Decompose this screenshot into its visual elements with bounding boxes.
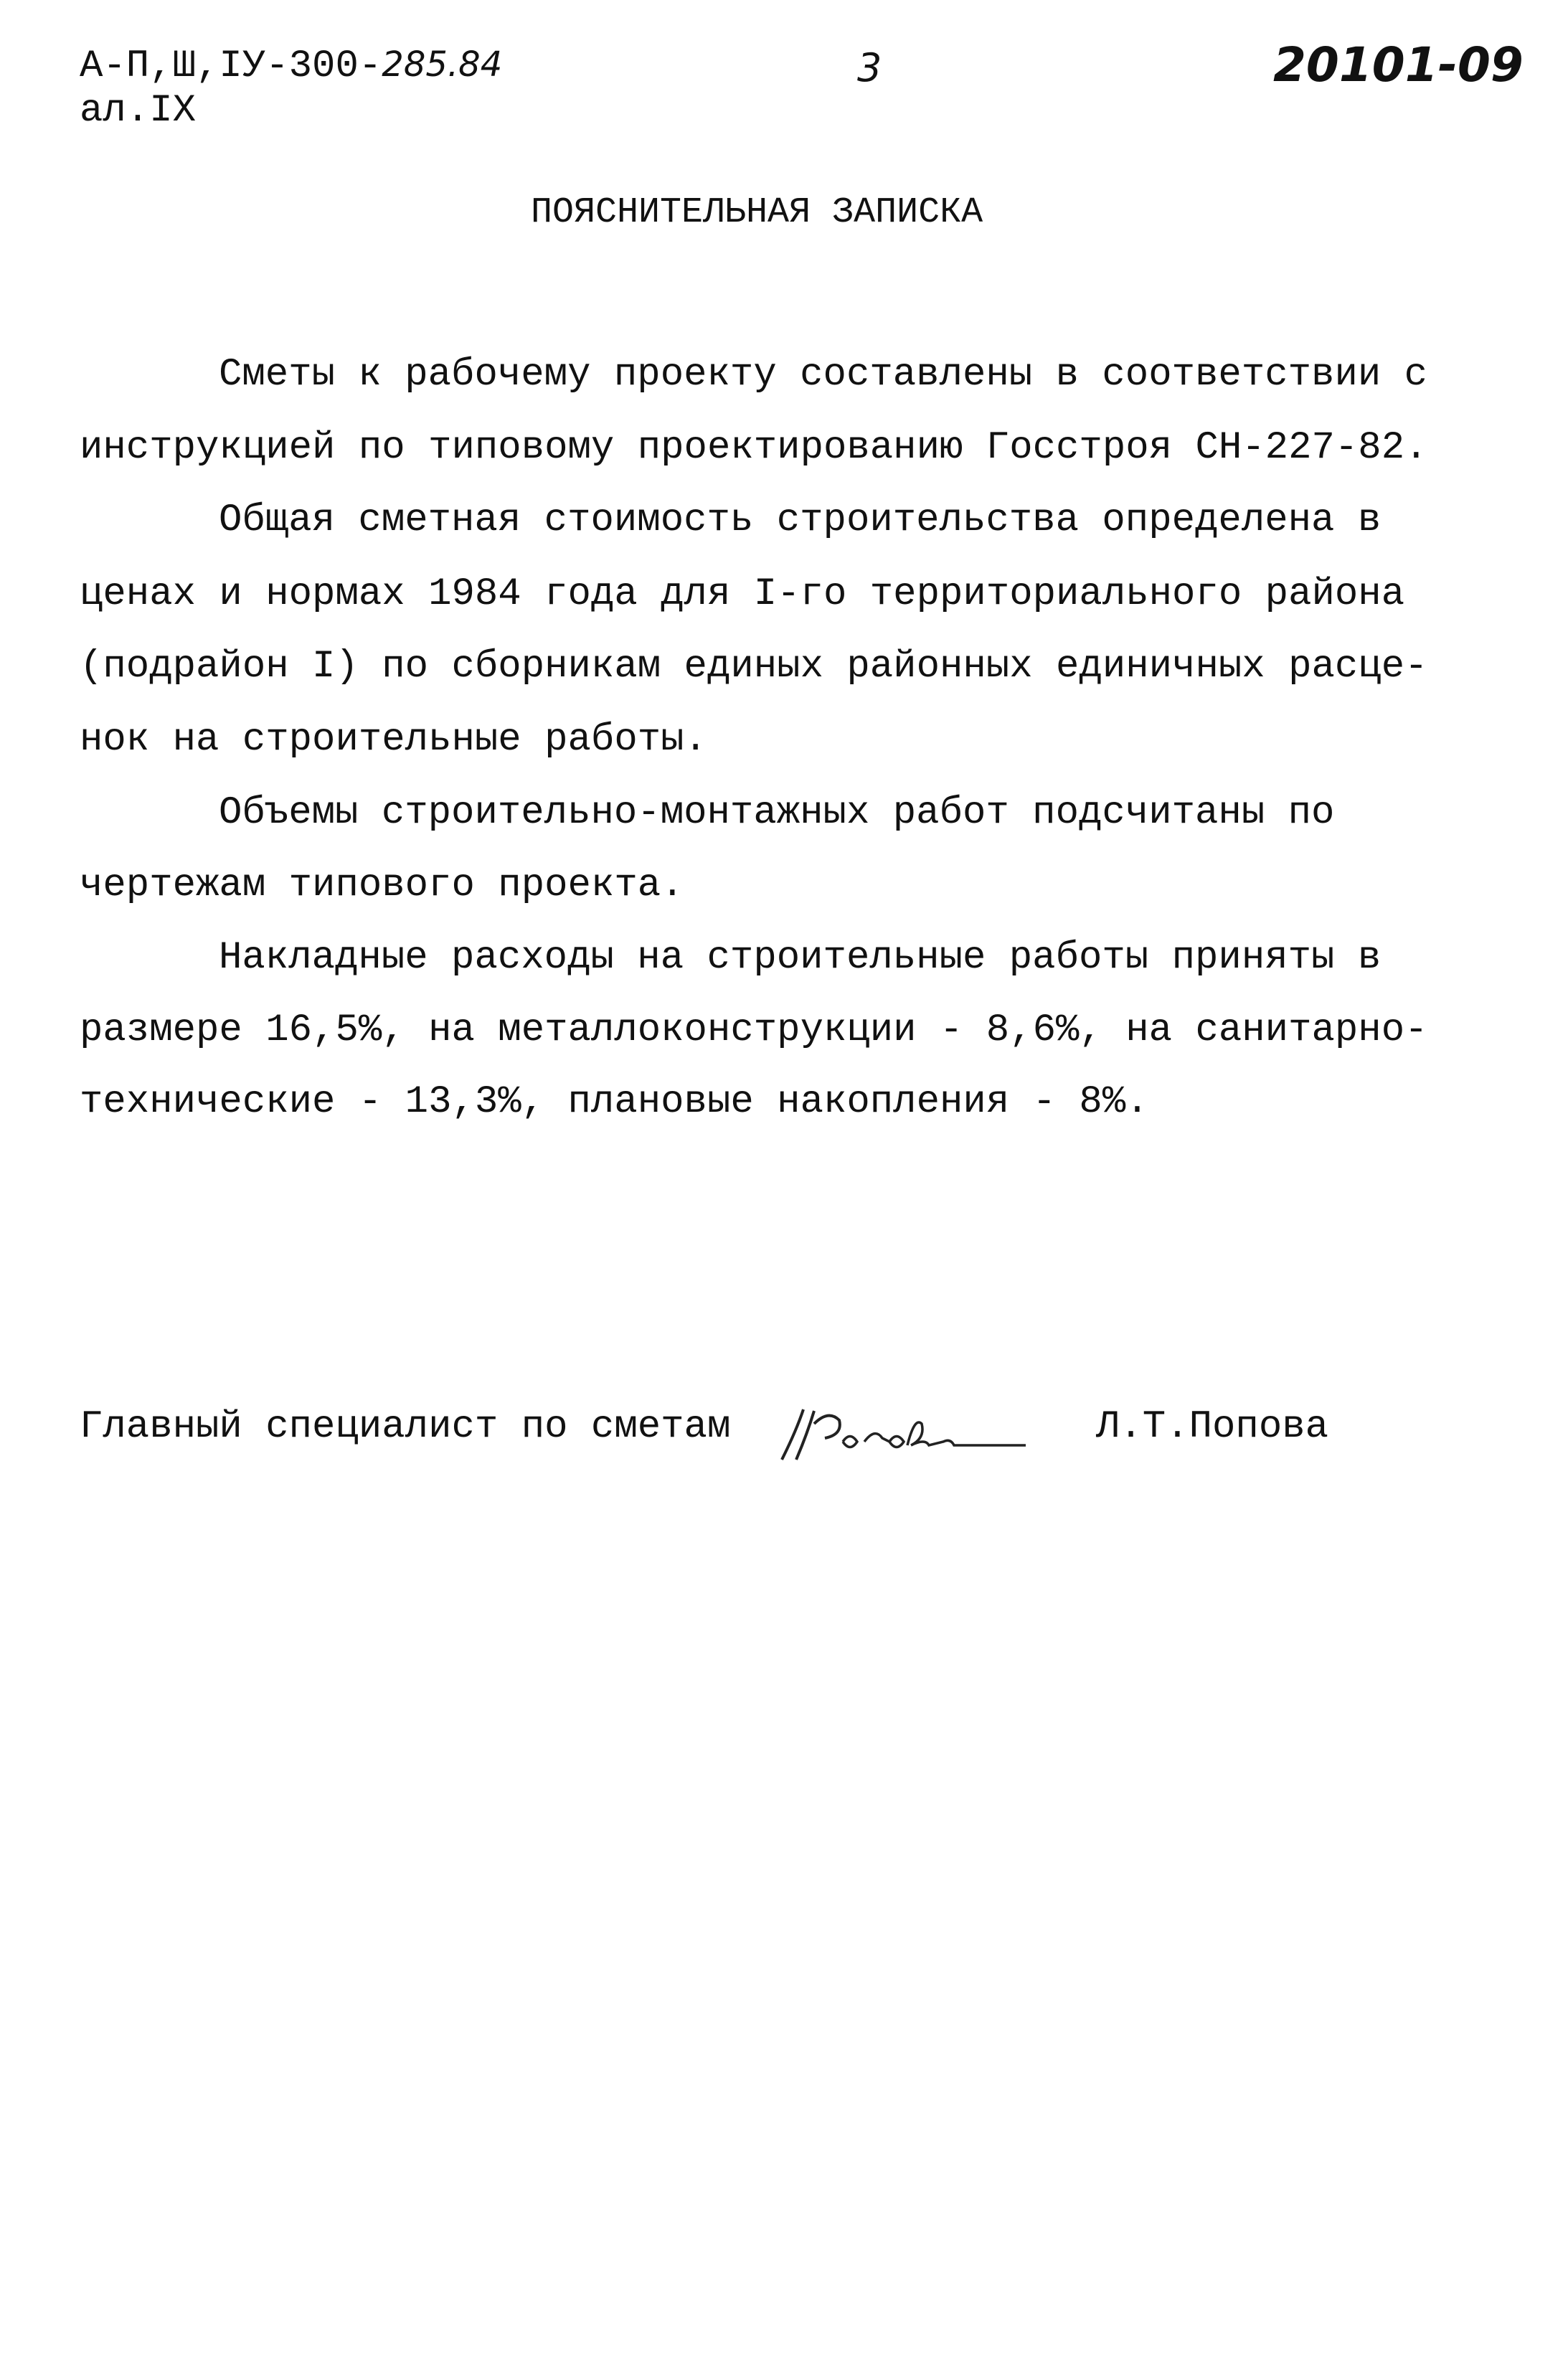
body-line: Сметы к рабочему проекту составлены в соответствии с (219, 353, 1428, 397)
body-line: технические - 13,3%, плановые накопления - 8%. (80, 1080, 1149, 1124)
signature-role: Главный специалист по сметам (80, 1405, 731, 1449)
body-line: инструкцией по типовому проектированию Госстроя СН-227-82. (80, 426, 1428, 470)
page-number: 3 (857, 45, 882, 90)
body-line: Накладные расходы на строительные работы приняты в (219, 936, 1382, 980)
header-code-handwritten: 285.84 (382, 44, 503, 85)
header-album: ал.IX (80, 89, 197, 133)
body-line: Общая сметная стоимость строительства определена в (219, 499, 1382, 542)
signatory-name: Л.Т.Попова (1096, 1405, 1329, 1449)
body-line: нок на строительные работы. (80, 718, 707, 762)
header-code (80, 44, 503, 88)
body-line: (подрайон I) по сборникам единых районных единичных расце- (80, 645, 1428, 689)
page-title: ПОЯСНИТЕЛЬНАЯ ЗАПИСКА (531, 192, 983, 233)
body-line: размере 16,5%, на металлоконструкции - 8,6%, на санитарно- (80, 1008, 1428, 1052)
body-line: чертежам типового проекта. (80, 864, 684, 907)
body-line: ценах и нормах 1984 года для I-го территориального района (80, 572, 1405, 616)
handwritten-signature (775, 1402, 1047, 1479)
body-line: Объемы строительно-монтажных работ подсчитаны по (219, 791, 1335, 835)
header-code-typed: А-П,Ш,IУ-300- (80, 44, 382, 88)
document-number: 20101-09 (1273, 37, 1524, 93)
